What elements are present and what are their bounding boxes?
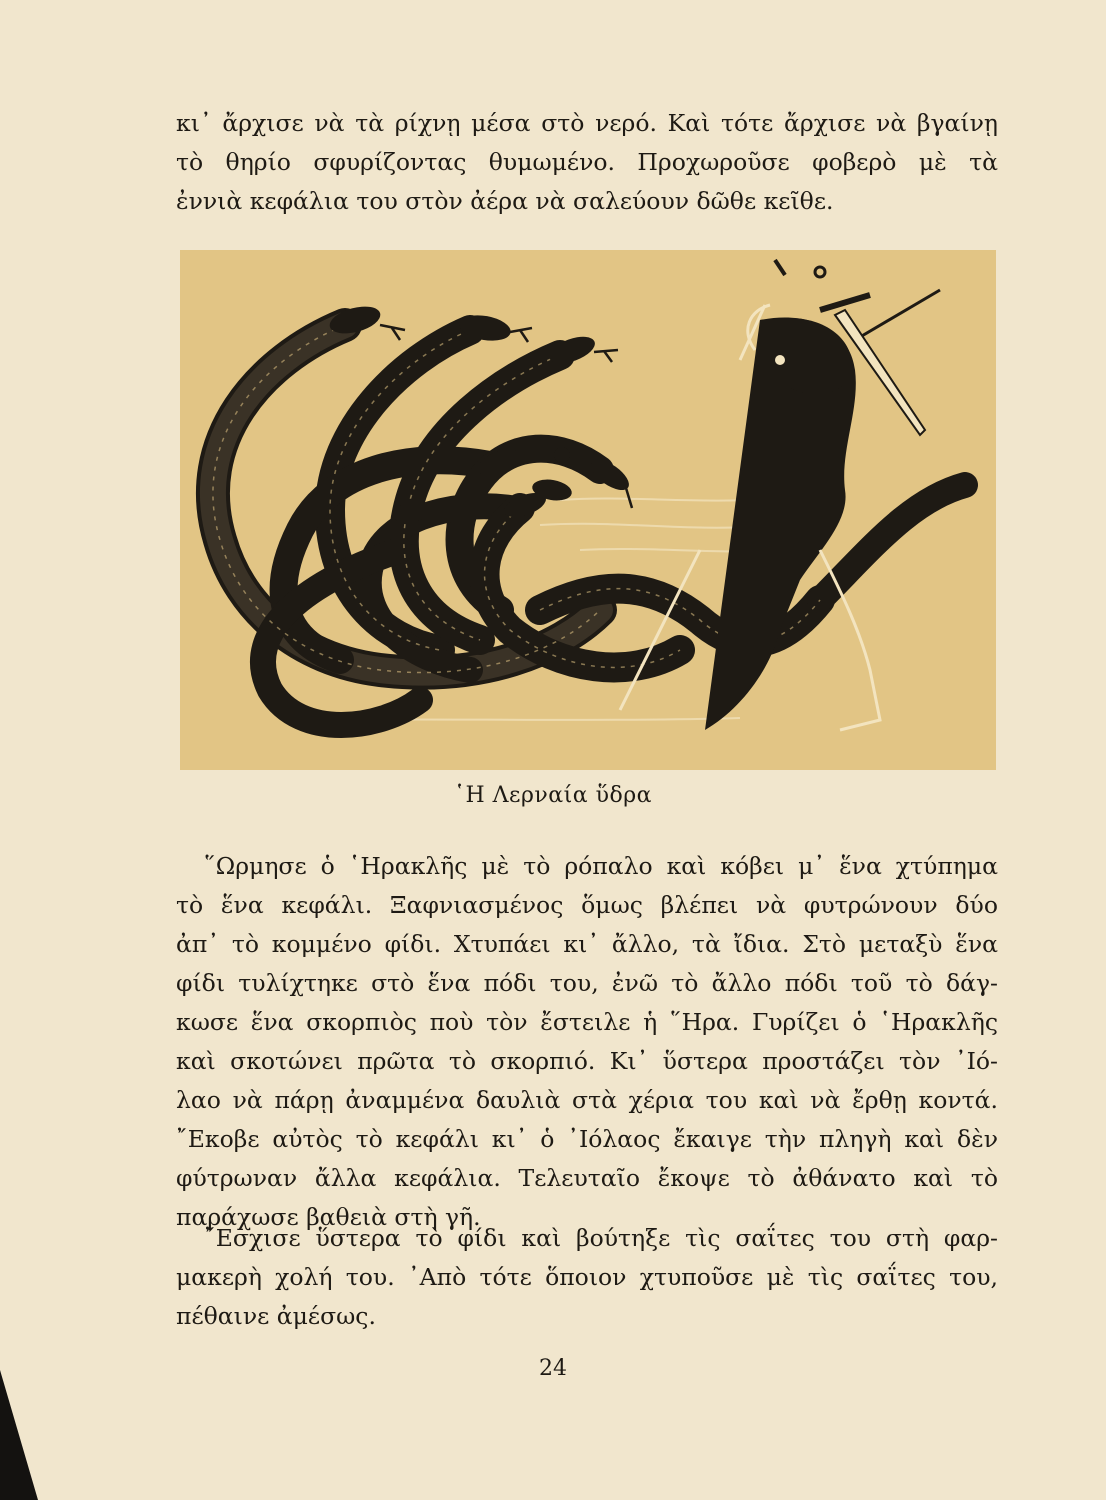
top-line-1: κι᾽ ἄρχισε νὰ τὰ ρίχνῃ μέσα στὸ νερό. Καὶ τότε ἄρχισε νὰ βγαίνῃ — [176, 109, 998, 137]
scan-corner-shadow — [0, 1370, 38, 1500]
para1-line-8: ῎Εκοβε αὐτὸς τὸ κεφάλι κι᾽ ὁ ᾽Ιόλαος ἔκαιγε τὴν πληγὴ καὶ δὲν — [176, 1125, 998, 1153]
illustration-caption: ῾Η Λερναία ὕδρα — [453, 783, 652, 808]
para1-line-6: καὶ σκοτώνει πρῶτα τὸ σκορπιό. Κι᾽ ὕστερα προστάζει τὸν ᾽Ιό- — [176, 1047, 998, 1075]
top-paragraph — [176, 104, 998, 221]
para2-line-2: μακερὴ χολή του. ᾽Απὸ τότε ὅποιον χτυποῦσε μὲ τὶς σαΐτες του, — [176, 1263, 998, 1291]
para1-line-9: φύτρωναν ἄλλα κεφάλια. Τελευταῖο ἔκοψε τὸ ἀθάνατο καὶ τὸ — [176, 1164, 998, 1192]
paragraph-1 — [176, 847, 998, 1237]
page-number: 24 — [539, 1356, 567, 1381]
para2-line-3: πέθαινε ἀμέσως. — [176, 1302, 376, 1330]
para1-line-5: κωσε ἕνα σκορπιὸς ποὺ τὸν ἔστειλε ἡ ῞Ηρα. Γυρίζει ὁ ῾Ηρακλῆς — [176, 1008, 998, 1036]
top-line-2: τὸ θηρίο σφυρίζοντας θυμωμένο. Προχωροῦσε φοβερὸ μὲ τὰ — [176, 148, 998, 176]
hydra-illustration — [180, 250, 996, 770]
para1-line-1: ῞Ωρμησε ὁ ῾Ηρακλῆς μὲ τὸ ρόπαλο καὶ κόβει μ᾽ ἕνα χτύπημα — [204, 852, 998, 880]
para1-line-2: τὸ ἕνα κεφάλι. Ξαφνιασμένος ὅμως βλέπει νὰ φυτρώνουν δύο — [176, 891, 998, 919]
top-line-3: ἐννιὰ κεφάλια του στὸν ἀέρα νὰ σαλεύουν δῶθε κεῖθε. — [176, 187, 834, 215]
para1-line-7: λαο νὰ πάρῃ ἀναμμένα δαυλιὰ στὰ χέρια του καὶ νὰ ἔρθῃ κοντά. — [176, 1086, 998, 1114]
hydra-drawing — [180, 250, 996, 770]
para1-line-3: ἀπ᾽ τὸ κομμένο φίδι. Χτυπάει κι᾽ ἄλλο, τὰ ἴδια. Στὸ μεταξὺ ἕνα — [176, 930, 998, 958]
para2-line-1: ῎Εσχισε ὕστερα τὸ φίδι καὶ βούτηξε τὶς σαΐτες του στὴ φαρ- — [204, 1224, 998, 1252]
paragraph-2 — [176, 1219, 998, 1336]
para1-line-10: παράχωσε βαθειὰ στὴ γῆ. — [176, 1203, 481, 1231]
para1-line-4: φίδι τυλίχτηκε στὸ ἕνα πόδι του, ἐνῶ τὸ ἄλλο πόδι τοῦ τὸ δάγ- — [176, 969, 998, 997]
